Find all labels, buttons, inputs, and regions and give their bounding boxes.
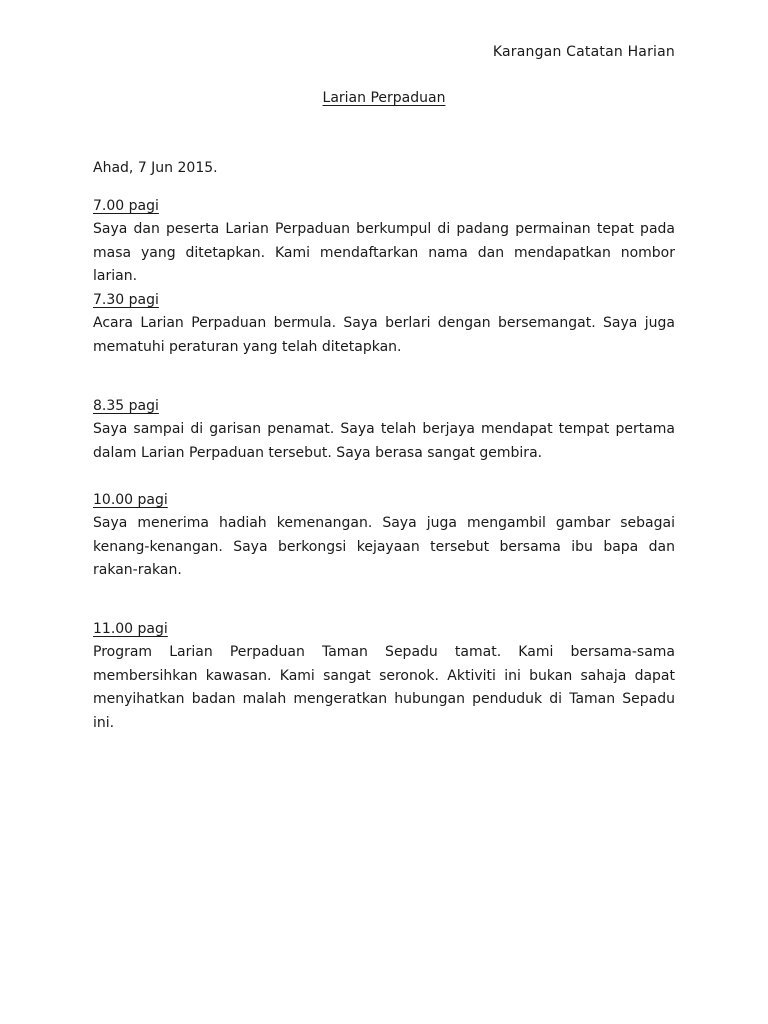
page-title: Larian Perpaduan (322, 90, 446, 106)
entry-text: Acara Larian Perpaduan bermula. Saya berlari dengan bersemangat. Saya juga mematuhi peraturan yang telah ditetapkan. (93, 315, 675, 355)
diary-date: Ahad, 7 Jun 2015. (93, 160, 218, 176)
diary-entry (93, 289, 675, 359)
diary-entry (93, 395, 675, 465)
entry-text: Saya dan peserta Larian Perpaduan berkumpul di padang permainan tepat pada masa yang ditetapkan. Kami mendaftarkan nama dan mendapatkan nombor larian. (93, 221, 675, 284)
entry-text: Saya menerima hadiah kemenangan. Saya juga mengambil gambar sebagai kenang-kenangan. Saya berkongsi kejayaan tersebut bersama ibu bapa dan rakan-rakan. (93, 515, 675, 578)
diary-entry (93, 618, 675, 735)
entry-time: 7.00 pagi (93, 198, 159, 214)
entry-text: Saya sampai di garisan penamat. Saya telah berjaya mendapat tempat pertama dalam Larian Perpaduan tersebut. Saya berasa sangat gembira. (93, 421, 675, 461)
entry-text: Program Larian Perpaduan Taman Sepadu tamat. Kami bersama-sama membersihkan kawasan. Kami sangat seronok. Aktiviti ini bukan sahaja dapat menyihatkan badan malah mengeratkan hubungan penduduk di Taman Sepadu ini. (93, 644, 675, 731)
diary-entry (93, 195, 675, 289)
entry-time: 10.00 pagi (93, 492, 168, 508)
entry-time: 7.30 pagi (93, 292, 159, 308)
diary-entry (93, 489, 675, 583)
entry-time: 8.35 pagi (93, 398, 159, 414)
document-type-label: Karangan Catatan Harian (492, 44, 675, 60)
entry-time: 11.00 pagi (93, 621, 168, 637)
